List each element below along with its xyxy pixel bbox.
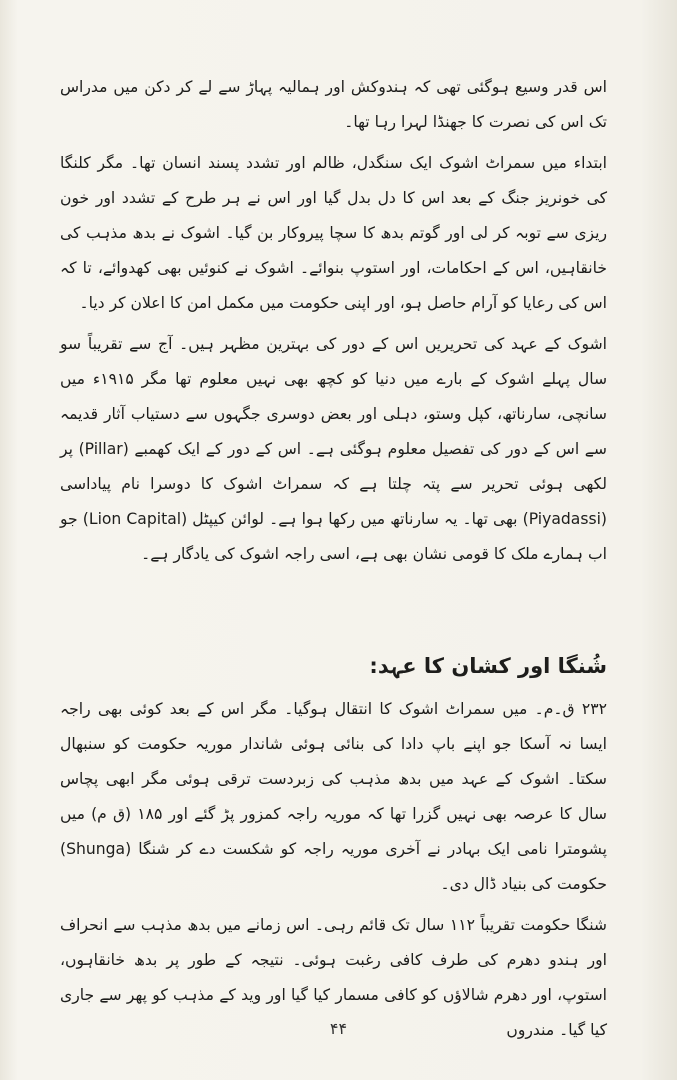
text-column-bottom [60,646,607,1048]
section-heading: شُنگا اور کشان کا عہد: [369,654,607,678]
paragraph-2: ابتداء میں سمراٹ اشوک ایک سنگدل، ظالم اور تشدد پسند انسان تھا۔ مگر کلنگا کی خونریز جنگ کے بعد اس کا دل بدل گیا اور اس نے ہر طرح کے تشدد اور خون ریزی سے توبہ کر لی اور گوتم بدھ کا سچا پیروکار بن گیا۔ اشوک نے بدھ مذہب کی خانقاہیں، اس کے احکامات، اور استوپ بنوائے۔ اشوک نے کنوئیں بھی کھدوائے، تا کہ اس کی رعایا کو آرام حاصل ہو، اور اپنی حکومت میں مکمل امن کا اعلان کر دیا۔ [60,154,607,312]
paragraph-5: شنگا حکومت تقریباً ۱۱۲ سال تک قائم رہی۔ اس زمانے میں بدھ مذہب سے انحراف اور ہندو دھرم کی طرف کافی رغبت ہوئی۔ نتیجہ کے طور پر بدھ خانقاہوں، استوپ، اور دھرم شالاؤں کو کافی مسمار کیا گیا اور وید کے مذہب کو پھر سے جاری کیا گیا۔ مندروں [60,916,607,1039]
paragraph-4: ۲۳۲ ق۔م۔ میں سمراٹ اشوک کا انتقال ہوگیا۔ مگر اس کے بعد کوئی بھی راجہ ایسا نہ آسکا جو اپنے باپ دادا کی بنائی ہوئی شاندار موریہ حکومت کو سنبھال سکتا۔ اشوک کے عہد میں بدھ مذہب کی زبردست ترقی ہوئی مگر ابھی پچاس سال کا عرصہ بھی نہیں گزرا تھا کہ موریہ راجہ کمزور پڑ گئے اور ۱۸۵ (ق م) میں پشومترا نامی ایک بہادر نے آخری موریہ راجہ کو شکست دے کر شنگا (Shunga) حکومت کی بنیاد ڈال دی۔ [60,700,607,893]
paragraph-3: اشوک کے عہد کی تحریریں اس کے دور کی بہترین مظہر ہیں۔ آج سے تقریباً سو سال پہلے اشوک کے بارے میں دنیا کو کچھ بھی نہیں معلوم تھا مگر ۱۹۱۵ء میں سانچی، سارناتھ، کپل وستو، دہلی اور بعض دوسری جگہوں سے دستیاب آثار قدیمہ سے اس کے دور کی تفصیل معلوم ہوگئی ہے۔ اس کے دور کے ایک کھمبے (Pillar) پر لکھی ہوئی تحریر سے پتہ چلتا ہے کہ سمراٹ اشوک کا دوسرا نام پیاداسی (Piyadassi) بھی تھا۔ یہ سارناتھ میں رکھا ہوا ہے۔ لوائن کیپٹل (Lion Capital) جو اب ہمارے ملک کا قومی نشان بھی ہے، اسی راجہ اشوک کی یادگار ہے۔ [60,335,608,563]
page-number: ۴۴ [329,1019,348,1038]
text-column-top [60,70,607,572]
paragraph-1: اس قدر وسیع ہوگئی تھی کہ ہندوکش اور ہمالیہ پہاڑ سے لے کر دکن میں مدراس تک اس کی نصرت کا جھنڈا لہرا رہا تھا۔ [60,78,607,131]
